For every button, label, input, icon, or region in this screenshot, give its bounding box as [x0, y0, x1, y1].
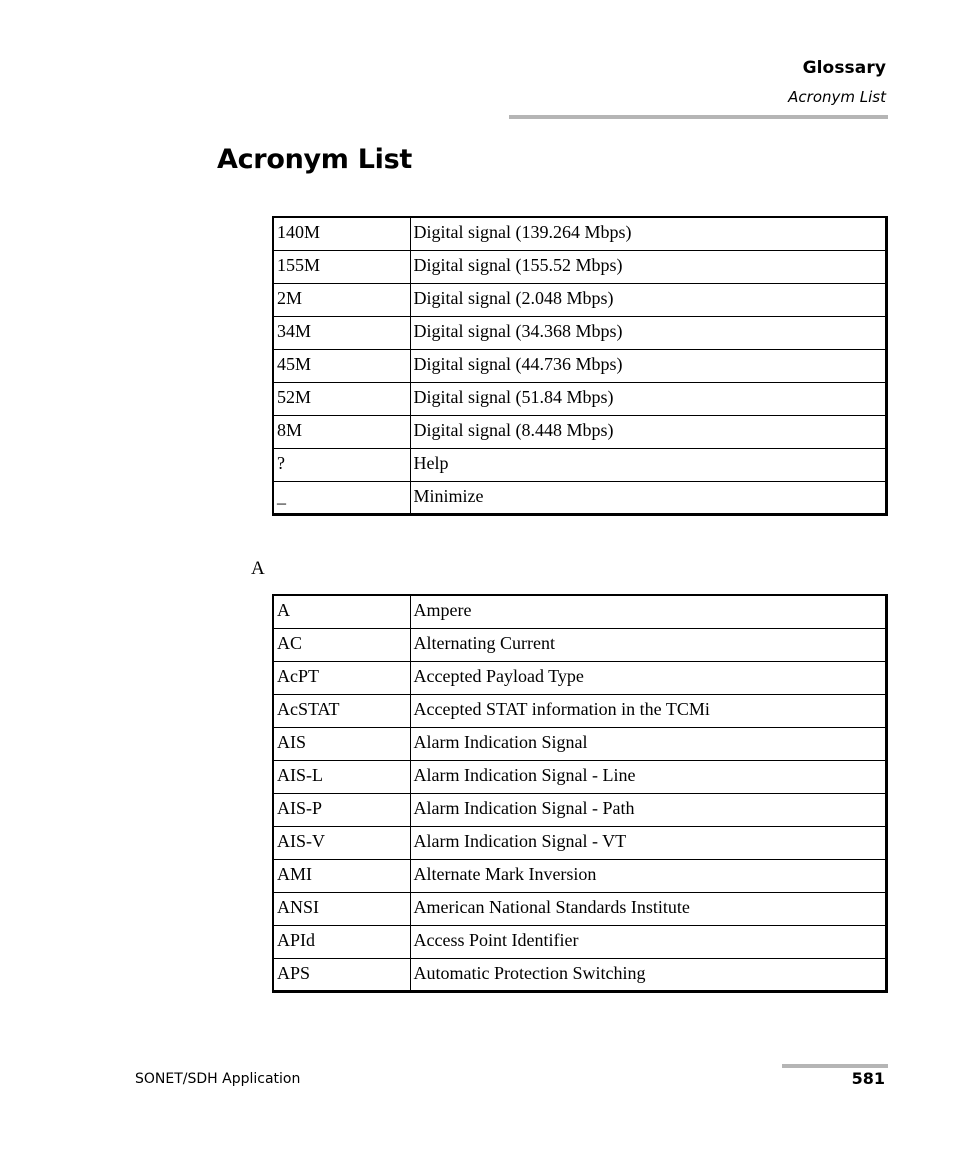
acronym-cell: A	[273, 595, 410, 628]
definition-cell: Alarm Indication Signal	[410, 727, 887, 760]
table-row	[273, 316, 887, 349]
table-row	[273, 481, 887, 514]
header-rule	[509, 115, 888, 119]
definition-cell: Alarm Indication Signal - VT	[410, 826, 887, 859]
definition-cell: Accepted STAT information in the TCMi	[410, 694, 887, 727]
acronym-cell: ANSI	[273, 892, 410, 925]
table-row	[273, 595, 887, 628]
header-section-title: Glossary	[802, 58, 886, 78]
definition-cell: Alternate Mark Inversion	[410, 859, 887, 892]
table-row	[273, 694, 887, 727]
acronym-cell: 140M	[273, 217, 410, 250]
definition-cell: Digital signal (139.264 Mbps)	[410, 217, 887, 250]
header-subsection-title: Acronym List	[788, 88, 886, 106]
acronym-cell: AMI	[273, 859, 410, 892]
table-row	[273, 349, 887, 382]
acronym-cell: 52M	[273, 382, 410, 415]
page-title: Acronym List	[217, 144, 412, 175]
definition-cell: Digital signal (51.84 Mbps)	[410, 382, 887, 415]
acronym-cell: 155M	[273, 250, 410, 283]
acronym-cell: 34M	[273, 316, 410, 349]
acronym-cell: AcSTAT	[273, 694, 410, 727]
definition-cell: Digital signal (155.52 Mbps)	[410, 250, 887, 283]
table-row	[273, 958, 887, 991]
section-letter-a: A	[251, 558, 265, 579]
definition-cell: Digital signal (34.368 Mbps)	[410, 316, 887, 349]
acronym-cell: 45M	[273, 349, 410, 382]
definition-cell: Alternating Current	[410, 628, 887, 661]
table-row	[273, 727, 887, 760]
table-row	[273, 283, 887, 316]
definition-cell: Digital signal (44.736 Mbps)	[410, 349, 887, 382]
acronym-cell: 8M	[273, 415, 410, 448]
acronym-cell: AIS-P	[273, 793, 410, 826]
table-row	[273, 250, 887, 283]
table-row	[273, 793, 887, 826]
table-row	[273, 925, 887, 958]
acronym-cell: AIS-L	[273, 760, 410, 793]
definition-cell: Ampere	[410, 595, 887, 628]
acronym-table-symbols	[272, 216, 888, 516]
definition-cell: Digital signal (8.448 Mbps)	[410, 415, 887, 448]
acronym-cell: AcPT	[273, 661, 410, 694]
table-row	[273, 892, 887, 925]
acronym-cell: ?	[273, 448, 410, 481]
acronym-cell: 2M	[273, 283, 410, 316]
definition-cell: Alarm Indication Signal - Path	[410, 793, 887, 826]
table-row	[273, 415, 887, 448]
table-row	[273, 628, 887, 661]
table-row	[273, 217, 887, 250]
definition-cell: Alarm Indication Signal - Line	[410, 760, 887, 793]
table-row	[273, 859, 887, 892]
definition-cell: Access Point Identifier	[410, 925, 887, 958]
definition-cell: Minimize	[410, 481, 887, 514]
acronym-cell: APS	[273, 958, 410, 991]
definition-cell: Automatic Protection Switching	[410, 958, 887, 991]
acronym-cell: AC	[273, 628, 410, 661]
table-row	[273, 760, 887, 793]
definition-cell: Help	[410, 448, 887, 481]
acronym-cell: AIS-V	[273, 826, 410, 859]
definition-cell: Accepted Payload Type	[410, 661, 887, 694]
acronym-table-a	[272, 594, 888, 993]
footer-rule	[782, 1064, 888, 1068]
table-row	[273, 826, 887, 859]
footer-doc-title: SONET/SDH Application	[135, 1071, 301, 1087]
table-row	[273, 382, 887, 415]
table-row	[273, 448, 887, 481]
acronym-cell: AIS	[273, 727, 410, 760]
acronym-cell: APId	[273, 925, 410, 958]
definition-cell: Digital signal (2.048 Mbps)	[410, 283, 887, 316]
definition-cell: American National Standards Institute	[410, 892, 887, 925]
acronym-cell: _	[273, 481, 410, 514]
table-row	[273, 661, 887, 694]
page-number: 581	[851, 1069, 885, 1088]
